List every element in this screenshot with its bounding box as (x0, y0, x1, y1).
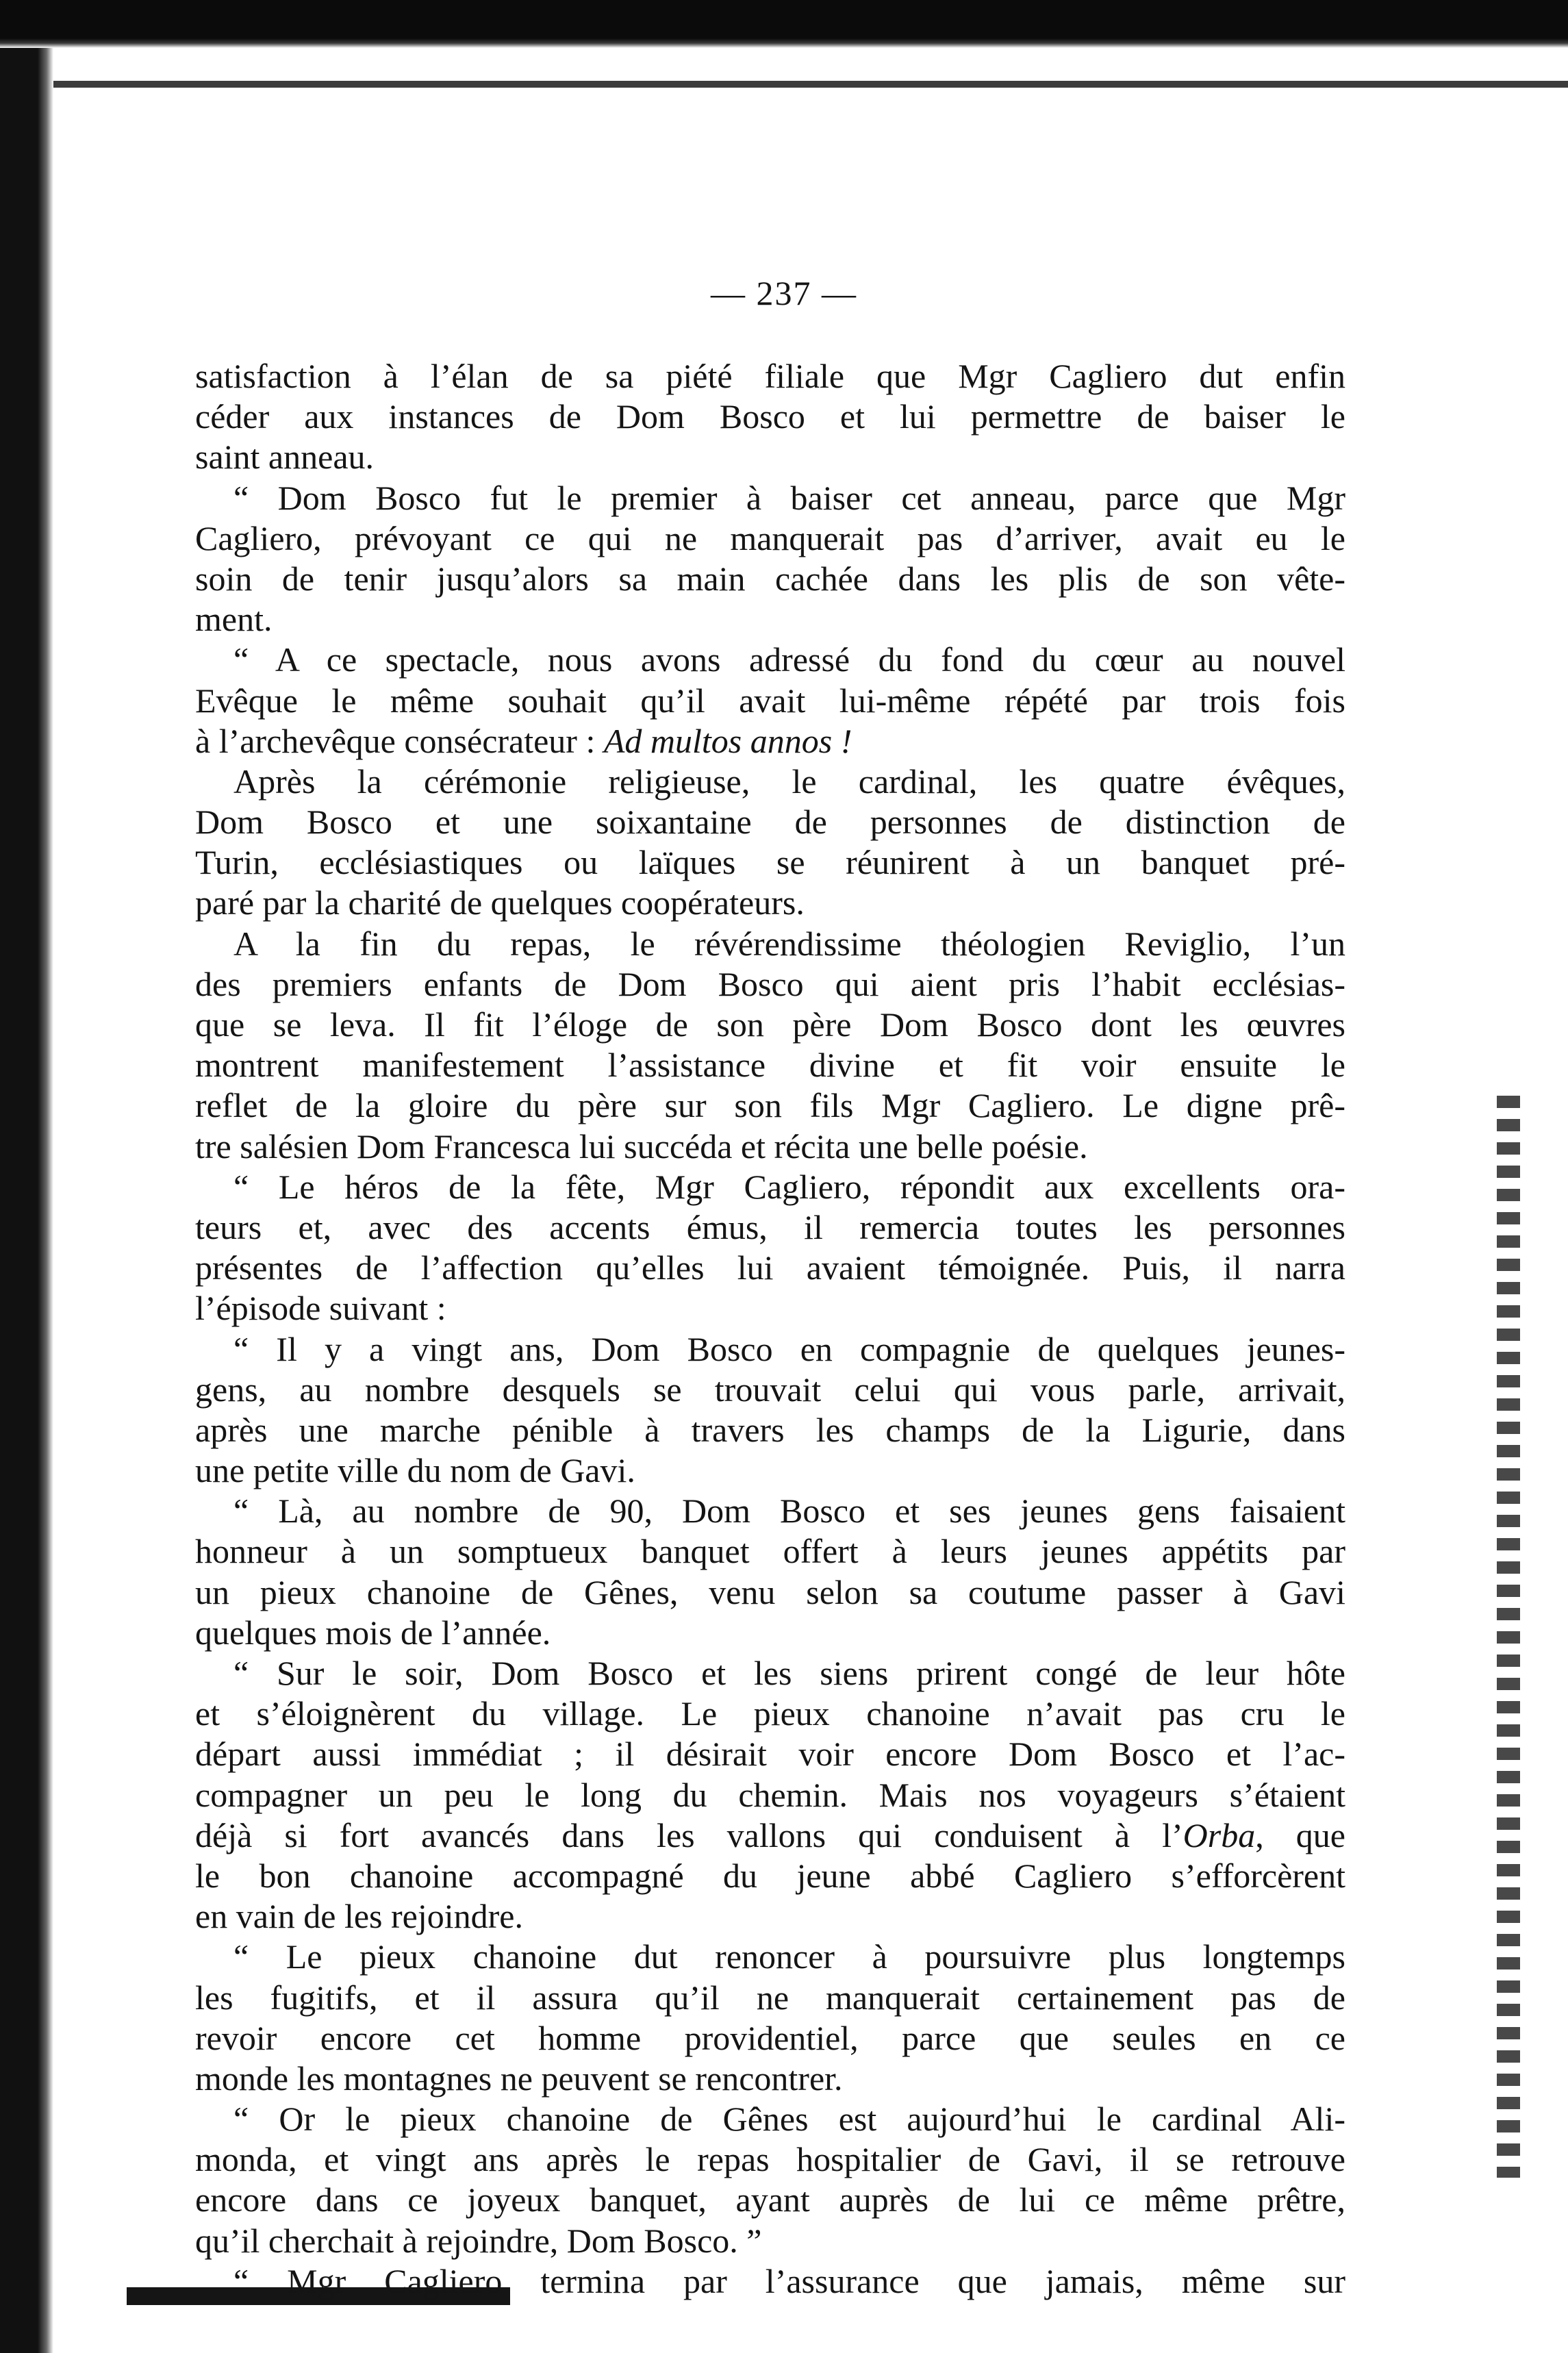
text-line-content: gens, au nombre desquels se trouvait celui qui vous parle, arrivait, (195, 1370, 1345, 1409)
text-line (195, 2139, 1345, 2180)
text-line-content: que se leva. Il fit l’éloge de son père Dom Bosco dont les œuvres (195, 1005, 1345, 1044)
text-line-content: les fugitifs, et il assura qu’il ne manquerait certainement pas de (195, 1978, 1345, 2017)
text-line-content: “ Dom Bosco fut le premier à baiser cet anneau, parce que Mgr (233, 478, 1345, 517)
text-line-content: “ Là, au nombre de 90, Dom Bosco et ses jeunes gens faisaient (233, 1492, 1345, 1531)
text-line (195, 1694, 1345, 1734)
text-line (195, 518, 1345, 559)
text-line-content: satisfaction à l’élan de sa piété filiale que Mgr Cagliero dut enfin (195, 357, 1345, 395)
text-line (195, 762, 1345, 802)
body-text (195, 356, 1345, 2302)
text-line (195, 1775, 1345, 1815)
text-line-content: “ Mgr Cagliero termina par l’assurance que jamais, même sur (233, 2261, 1345, 2300)
text-line-content: déjà si fort avancés dans les vallons qui conduisent à l’ (195, 1815, 1183, 1854)
text-line (195, 559, 1345, 599)
text-line-content: honneur à un somptueux banquet offert à leurs jeunes appétits par (195, 1532, 1345, 1571)
text-line (195, 883, 1345, 923)
text-line-content: une petite ville du nom de Gavi. (195, 1451, 635, 1490)
text-line-content: monde les montagnes ne peuvent se rencontrer. (195, 2059, 843, 2098)
text-line-content: Dom Bosco et une soixantaine de personnes de distinction de (195, 803, 1345, 842)
text-line-content: ment. (195, 600, 273, 639)
text-line-content: en vain de les rejoindre. (195, 1897, 523, 1936)
text-line-content: soin de tenir jusqu’alors sa main cachée dans les plis de son vête- (195, 559, 1345, 598)
text-line (195, 924, 1345, 964)
text-line-content: reflet de la gloire du père sur son fils Mgr Cagliero. Le digne prê- (195, 1086, 1345, 1125)
text-line-content: qu’il cherchait à rejoindre, Dom Bosco. ” (195, 2221, 762, 2260)
text-line (195, 1410, 1345, 1450)
italic-text: Ad multos annos ! (603, 721, 852, 760)
text-line-content: un pieux chanoine de Gênes, venu selon sa coutume passer à Gavi (195, 1572, 1345, 1611)
text-line (195, 1045, 1345, 1085)
text-line-content: monda, et vingt ans après le repas hospitalier de Gavi, il se retrouve (195, 2140, 1345, 2179)
text-line (195, 1329, 1345, 1370)
text-line-content: encore dans ce joyeux banquet, ayant auprès de lui ce même prêtre, (195, 2180, 1345, 2219)
text-line (195, 721, 1345, 762)
text-line-content: revoir encore cet homme providentiel, parce que seules en ce (195, 2018, 1345, 2057)
text-line (195, 1167, 1345, 1207)
text-line-content: Turin, ecclésiastiques ou laïques se réunirent à un banquet pré- (195, 843, 1345, 882)
text-line (195, 1896, 1345, 1937)
text-line-content: des premiers enfants de Dom Bosco qui aient pris l’habit ecclésias- (195, 964, 1345, 1003)
text-line-content: le bon chanoine accompagné du jeune abbé Cagliero s’efforcèrent (195, 1856, 1345, 1895)
text-line (195, 2018, 1345, 2059)
text-line (195, 478, 1345, 518)
text-line (195, 1288, 1345, 1329)
text-line (195, 1613, 1345, 1653)
text-line-content: tre salésien Dom Francesca lui succéda et récita une belle poésie. (195, 1127, 1088, 1166)
text-line-content: Evêque le même souhait qu’il avait lui-même répété par trois fois (195, 681, 1345, 720)
text-line-content: l’épisode suivant : (195, 1289, 446, 1328)
text-line (195, 397, 1345, 437)
text-line (195, 1370, 1345, 1410)
text-line (195, 1572, 1345, 1613)
scan-marks-right (1497, 1096, 1520, 2178)
text-line (195, 1005, 1345, 1045)
text-line (195, 1127, 1345, 1167)
text-line (195, 356, 1345, 397)
text-line (195, 599, 1345, 640)
scan-border-left (0, 48, 53, 2353)
italic-text: Orba (1183, 1815, 1256, 1854)
text-line (195, 1653, 1345, 1694)
text-line-content: après une marche pénible à travers les champs de la Ligurie, dans (195, 1410, 1345, 1449)
text-line-content: “ Il y a vingt ans, Dom Bosco en compagnie de quelques jeunes- (233, 1329, 1345, 1368)
text-line (195, 1207, 1345, 1248)
text-line-content: présentes de l’affection qu’elles lui avaient témoignée. Puis, il narra (195, 1248, 1345, 1287)
text-line-content: paré par la charité de quelques coopérateurs. (195, 883, 805, 922)
text-line-content: “ Le pieux chanoine dut renoncer à poursuivre plus longtemps (233, 1937, 1345, 1976)
text-line (195, 681, 1345, 721)
text-line-content: teurs et, avec des accents émus, il remercia toutes les personnes (195, 1207, 1345, 1246)
text-line-content: “ A ce spectacle, nous avons adressé du fond du cœur au nouvel (233, 640, 1345, 679)
scan-border-top (0, 0, 1568, 48)
text-line-content: A la fin du repas, le révérendissime théologien Reviglio, l’un (233, 924, 1345, 963)
text-line (195, 1856, 1345, 1896)
text-line-content: compagner un peu le long du chemin. Mais nos voyageurs s’étaient (195, 1775, 1345, 1814)
scan-rule-top (0, 81, 1568, 88)
text-line (195, 1491, 1345, 1531)
text-line-content: “ Or le pieux chanoine de Gênes est aujourd’hui le cardinal Ali- (233, 2100, 1345, 2139)
text-line (195, 1450, 1345, 1491)
text-line (195, 2221, 1345, 2261)
text-line-content: à l’archevêque consécrateur : (195, 721, 604, 760)
text-line (195, 1978, 1345, 2018)
text-line (195, 1734, 1345, 1774)
text-line-tail: , que (1255, 1815, 1345, 1854)
text-line-content: quelques mois de l’année. (195, 1613, 551, 1652)
text-line (195, 640, 1345, 680)
text-line (195, 437, 1345, 477)
page-number: — 237 — (711, 274, 857, 312)
text-line (195, 2180, 1345, 2220)
text-line (195, 2099, 1345, 2139)
text-line-content: céder aux instances de Dom Bosco et lui permettre de baiser le (195, 397, 1345, 436)
text-line (195, 1815, 1345, 1856)
text-line-content: saint anneau. (195, 438, 375, 477)
text-line (195, 842, 1345, 883)
text-line (195, 964, 1345, 1005)
text-line-content: départ aussi immédiat ; il désirait voir encore Dom Bosco et l’ac- (195, 1735, 1345, 1774)
text-line (195, 2059, 1345, 2099)
text-line-content: Cagliero, prévoyant ce qui ne manquerait pas d’arriver, avait eu le (195, 518, 1345, 557)
text-line (195, 802, 1345, 842)
text-line-content: “ Sur le soir, Dom Bosco et les siens prirent congé de leur hôte (233, 1654, 1345, 1692)
text-line (195, 1937, 1345, 1977)
text-line (195, 1085, 1345, 1126)
text-line (195, 2261, 1345, 2302)
text-line-content: “ Le héros de la fête, Mgr Cagliero, répondit aux excellents ora- (233, 1167, 1345, 1206)
text-line-content: Après la cérémonie religieuse, le cardinal, les quatre évêques, (233, 762, 1345, 801)
text-line (195, 1248, 1345, 1288)
text-line (195, 1531, 1345, 1572)
text-line-content: montrent manifestement l’assistance divine et fit voir ensuite le (195, 1046, 1345, 1085)
text-line-content: et s’éloignèrent du village. Le pieux chanoine n’avait pas cru le (195, 1694, 1345, 1733)
